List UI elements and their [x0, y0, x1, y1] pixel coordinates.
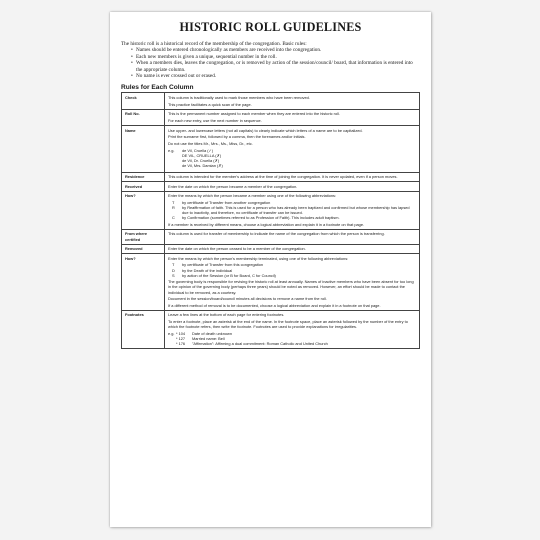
term-definition [165, 254, 420, 311]
definition-text: Enter the date on which the person ceased to be a member of the congregation. [168, 246, 306, 252]
example-item: de Vil, Mrs. Damian (✗) [182, 162, 223, 168]
definition-text: Enter the date on which the person became a member of the congregation. [168, 183, 298, 189]
definition-text: This column is intended for the member's address at the time of joining the congregation. It is never updated, even if a person moves. [168, 174, 398, 180]
definition-text: If a different method of removal is to be documented, choose a logical abbreviation and explain it in a footnote on that page. [168, 302, 381, 308]
abbreviation-meaning: by action of the Session (or B for Board, C for Council) [182, 272, 276, 278]
definition-text: To enter a footnote, place an asterisk at the end of the name. In the footnote space, place an asterisk followed by the number of the entry to which the footnote refers, then write the footnote. Footnotes are used to provide explanations for irregularities. [168, 319, 408, 330]
definition-text: If a member is received by different means, choose a logical abbreviation and explain it in a footnote on that page. [168, 221, 365, 227]
term-label: Footnotes [122, 310, 165, 348]
term-label: Name [122, 126, 165, 173]
basic-rules-list [121, 47, 420, 79]
definition-text: This column is used for transfer of membership to indicate the name of the congregation from which the person is transferring. [168, 231, 385, 237]
rule-row-how-received [122, 191, 420, 229]
footnote-example [168, 341, 416, 346]
example-list [182, 148, 223, 168]
footnote-number: * 104 [176, 330, 186, 336]
rule-row-check [122, 93, 420, 109]
abbreviation-code: T [172, 262, 175, 268]
rule-row-name [122, 126, 420, 173]
definition-text: Print the surname first, followed by a comma, then the forenames and/or initials. [168, 134, 306, 140]
abbreviation-code: R [172, 205, 175, 210]
page-title: HISTORIC ROLL GUIDELINES [179, 20, 362, 34]
term-definition [165, 109, 420, 125]
rule-row-how-removed [122, 254, 420, 311]
term-definition [165, 244, 420, 254]
basic-rule: • Names should be entered chronologically as members are received into the congregation. [131, 47, 420, 53]
section-heading: Rules for Each Column [121, 84, 194, 92]
term-label: Roll No. [122, 109, 165, 125]
term-definition [165, 229, 420, 244]
abbreviation-code: T [172, 199, 175, 205]
footnote-number: * 127 [176, 336, 186, 342]
abbreviation-item [168, 205, 416, 215]
abbreviation-meaning: by certificate of Transfer from this congregation [182, 262, 264, 268]
definition-text: Enter the means by which the person's membership terminated, using one of the following abbreviations: [168, 255, 349, 261]
term-label: Check [122, 93, 165, 109]
abbreviation-item [168, 273, 416, 278]
example-item: de Vil, Cruella (✓) [182, 147, 214, 153]
basic-rule: • No name is ever crossed out or erased. [131, 73, 420, 79]
term-label: How? [122, 254, 165, 311]
column-rules-table [121, 92, 420, 349]
term-label: Residence [122, 172, 165, 182]
guidelines-page [110, 12, 431, 527]
definition-text: Leave a few lines at the bottom of each page for entering footnotes. [168, 312, 285, 318]
basic-rule: • When a members dies, leaves the congregation, or is removed by action of the session/council/ board, that information is entered into the appropriate column. [131, 60, 420, 73]
definition-text: The governing body is responsible for revising the historic roll at least annually. Names of inactive members who have been absent for too long in the opinion of the governing body (perhaps three years) should be noted as removed. However, an effort should be made to contact the individual to be removed, as a courtesy. [168, 279, 414, 295]
term-definition [165, 93, 420, 109]
term-definition [165, 182, 420, 192]
definition-text: Enter the means by which the person became a member using one of the following abbreviations: [168, 193, 337, 199]
term-label: From where certified [122, 229, 165, 244]
example-item: de Vil, Dr. Cruella (✗) [182, 157, 220, 163]
footnote-text: Married name: Bell [192, 336, 225, 342]
definition-text: Document in the session/board/council minutes all decisions to remove a name from the roll. [168, 296, 327, 302]
term-label: How? [122, 191, 165, 229]
rule-row-roll-no [122, 109, 420, 125]
term-label: Received [122, 182, 165, 192]
definition-text: Do not use the titles Mr., Mrs., Ms., Miss, Dr., etc. [168, 140, 253, 146]
definition-text: This practice facilitates a quick scan of the page. [168, 101, 252, 107]
abbreviation-meaning: by certificate of Transfer from another congregation [182, 199, 271, 205]
rule-row-residence [122, 172, 420, 182]
intro-block [121, 41, 420, 79]
abbreviation-list [168, 200, 416, 220]
definition-text: Use upper- and lowercase letters (not all capitals) to clearly indicate which letters of a name are to be capitalized. [168, 127, 363, 133]
abbreviation-item [168, 215, 416, 220]
term-label: Removed [122, 244, 165, 254]
abbreviation-code: D [172, 267, 175, 273]
abbreviation-list [168, 262, 416, 277]
term-definition [165, 126, 420, 173]
footnote-number: * 176 [176, 341, 186, 347]
rule-row-from-where [122, 229, 420, 244]
abbreviation-code: C [172, 215, 175, 221]
abbreviation-meaning: by the Death of the individual [182, 267, 233, 273]
example-block [168, 148, 416, 168]
rule-row-footnotes [122, 310, 420, 348]
footnote-text: "Affirmation": Affirming a dual commitment: Roman Catholic and United Church [192, 341, 328, 347]
rule-row-received [122, 182, 420, 192]
term-definition [165, 191, 420, 229]
definition-text: This column is traditionally used to mark those members who have been removed. [168, 94, 310, 100]
abbreviation-meaning: by Reaffirmation of faith. This is used for a person who has already been baptized and confirmed but whose membership has lapsed due to inactivity, and therefore, no certificate of transfer can be issued. [182, 205, 410, 216]
rule-row-removed [122, 244, 420, 254]
term-definition [165, 172, 420, 182]
example-label-spacer [168, 341, 176, 346]
example-label: e.g. [168, 330, 175, 336]
intro-text: The historic roll is a historical record of the membership of the congregation. Basic rules: [121, 41, 307, 47]
example-label: e.g. [168, 147, 175, 153]
abbreviation-meaning: by Confirmation (sometimes referred to as Profession of Faith). This includes adult baptism. [182, 215, 340, 221]
footnote-text: Date of death unknown [192, 330, 233, 336]
term-definition [165, 310, 420, 348]
abbreviation-code: S [172, 272, 175, 278]
basic-rule: • Each new members is given a unique, sequential number in the roll. [131, 54, 420, 60]
example-item: DE VIL, CRUELLA (✗) [182, 152, 222, 158]
definition-text: For each new entry, use the next number in sequence. [168, 117, 262, 123]
definition-text: This is the permanent number assigned to each member when they are entered into the historic roll. [168, 111, 340, 117]
footnote-example-list [168, 331, 416, 346]
